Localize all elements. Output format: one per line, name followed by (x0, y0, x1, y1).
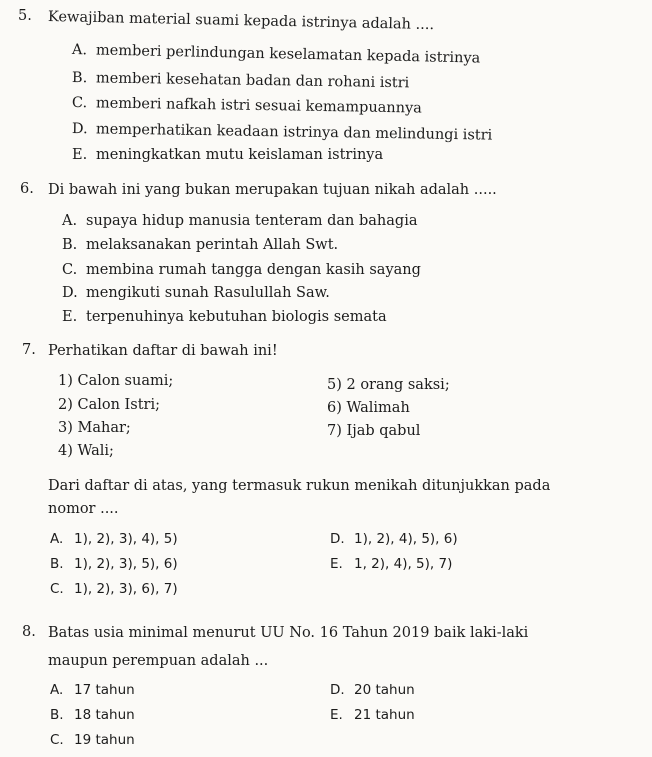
option-d[interactable]: D. mengikuti sunah Rasulullah Saw. (62, 285, 330, 301)
option-b[interactable]: B. memberi kesehatan badan dan rohani istri (71, 70, 410, 92)
prompt-text: nomor .... (48, 501, 119, 517)
list-item: 2) Calon Istri; (58, 397, 160, 413)
question-text: Batas usia minimal menurut UU No. 16 Tahun 2019 baik laki-laki (48, 625, 529, 641)
list-item: 1) Calon suami; (58, 373, 174, 389)
question-text: Di bawah ini yang bukan merupakan tujuan nikah adalah ..... (48, 182, 497, 198)
question-text: Kewajiban material suami kepada istrinya adalah .... (47, 9, 435, 34)
list-item: 7) Ijab qabul (327, 423, 421, 439)
list-item: 3) Mahar; (58, 420, 131, 436)
option-a[interactable]: A. memberi perlindungan keselamatan kepada istrinya (71, 42, 481, 67)
option-e[interactable]: E. 1, 2), 4), 5), 7) (330, 556, 453, 572)
question-number: 6. (20, 181, 34, 197)
list-item: 5) 2 orang saksi; (327, 377, 450, 393)
option-c[interactable]: C. memberi nafkah istri sesuai kemampuannya (71, 95, 423, 117)
option-b[interactable]: B. melaksanakan perintah Allah Swt. (62, 237, 339, 253)
option-a[interactable]: A. 1), 2), 3), 4), 5) (50, 531, 178, 547)
option-c[interactable]: C. 1), 2), 3), 6), 7) (50, 581, 178, 597)
option-c[interactable]: C. membina rumah tangga dengan kasih sayang (62, 262, 421, 278)
option-e[interactable]: E. meningkatkan mutu keislaman istrinya (72, 147, 384, 163)
question-number: 7. (22, 342, 36, 358)
option-b[interactable]: B. 18 tahun (50, 707, 135, 723)
question-number: 5. (18, 8, 32, 24)
option-b[interactable]: B. 1), 2), 3), 5), 6) (50, 556, 178, 572)
option-d[interactable]: D. 20 tahun (330, 682, 415, 698)
option-d[interactable]: D. memperhatikan keadaan istrinya dan melindungi istri (71, 121, 493, 144)
prompt-text: Dari daftar di atas, yang termasuk rukun menikah ditunjukkan pada (48, 478, 551, 494)
option-d[interactable]: D. 1), 2), 4), 5), 6) (330, 531, 458, 547)
option-c[interactable]: C. 19 tahun (50, 732, 135, 748)
question-number: 8. (22, 624, 36, 640)
question-text: Perhatikan daftar di bawah ini! (48, 343, 278, 359)
list-item: 6) Walimah (327, 400, 410, 416)
option-e[interactable]: E. terpenuhinya kebutuhan biologis semata (62, 309, 387, 325)
question-text: maupun perempuan adalah ... (48, 653, 269, 669)
list-item: 4) Wali; (58, 443, 114, 459)
option-a[interactable]: A. 17 tahun (50, 682, 135, 698)
option-a[interactable]: A. supaya hidup manusia tenteram dan bahagia (62, 213, 418, 229)
option-e[interactable]: E. 21 tahun (330, 707, 415, 723)
